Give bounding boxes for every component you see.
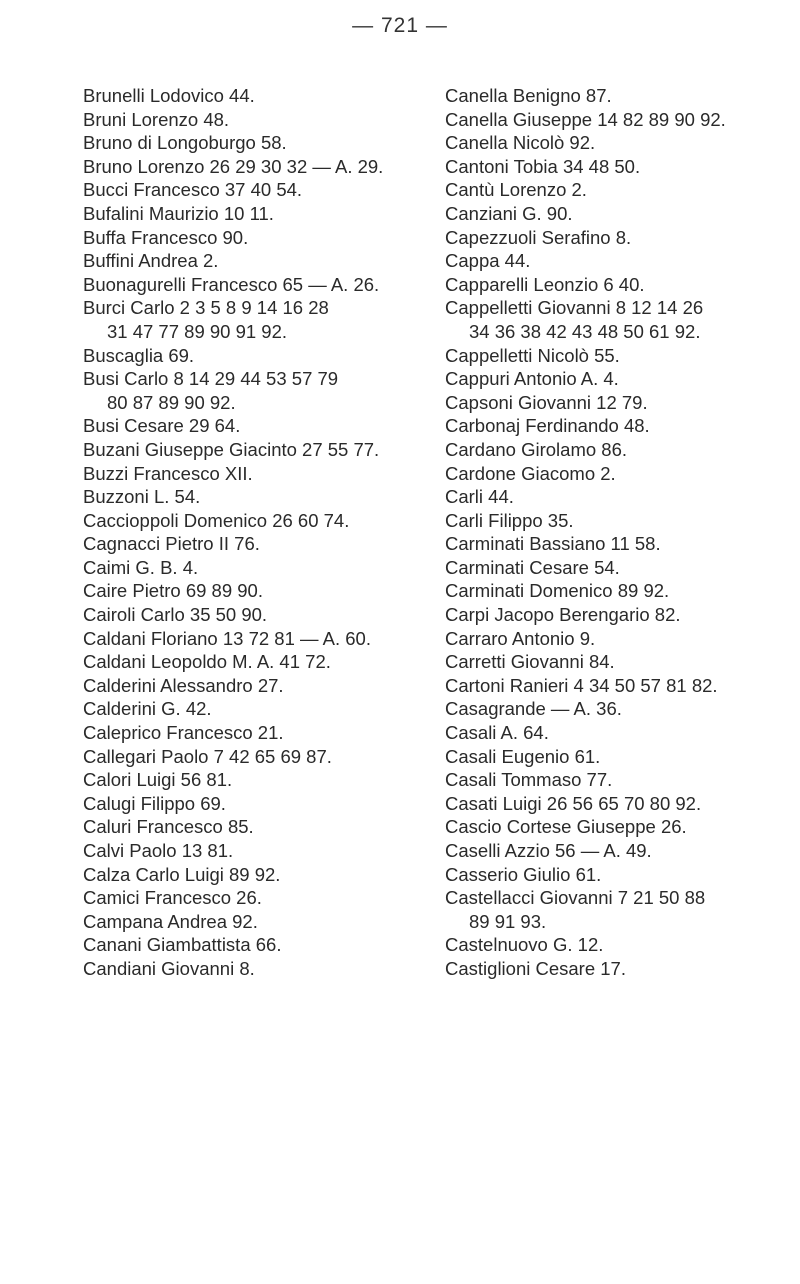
index-entry — [83, 485, 413, 509]
entry-text: Cappelletti Giovanni 8 12 14 26 — [445, 297, 704, 319]
index-entry — [83, 84, 413, 108]
index-entry — [445, 155, 790, 179]
entry-text: Bruni Lorenzo 48. — [83, 108, 230, 130]
index-entry — [83, 674, 413, 698]
index-entry — [445, 721, 790, 745]
index-entry — [83, 910, 413, 934]
index-entry — [445, 886, 790, 933]
index-entry — [83, 579, 413, 603]
index-entry — [445, 957, 790, 981]
entry-text: Cagnacci Pietro II 76. — [83, 533, 260, 555]
entry-text: Calvi Paolo 13 81. — [83, 840, 234, 861]
index-entry — [445, 414, 790, 438]
index-entry — [83, 414, 413, 438]
entry-text: Caire Pietro 69 89 90. — [83, 580, 263, 602]
index-entry — [83, 367, 413, 414]
index-entry — [445, 296, 790, 343]
index-entry — [445, 697, 790, 721]
index-entry — [445, 249, 790, 273]
entry-text: Canella Nicolò 92. — [445, 132, 596, 154]
entry-text: Cantoni Tobia 34 48 50. — [445, 155, 641, 177]
entry-text: Cardano Girolamo 86. — [445, 438, 628, 460]
index-entry — [83, 344, 413, 368]
index-entry — [445, 202, 790, 226]
index-entry — [83, 155, 413, 179]
index-entry — [445, 603, 790, 627]
index-entry — [83, 721, 413, 745]
entry-text: Caleprico Francesco 21. — [83, 722, 284, 744]
entry-text: Carminati Domenico 89 92. — [445, 580, 670, 602]
entry-text: Calori Luigi 56 81. — [83, 769, 233, 791]
index-entry — [83, 815, 413, 839]
index-entry — [445, 438, 790, 462]
entry-text: Caselli Azzio 56 — A. 49. — [445, 840, 652, 861]
page-number: — 721 — — [352, 14, 448, 37]
entry-text: Candiani Giovanni 8. — [83, 957, 255, 979]
index-entry — [83, 178, 413, 202]
index-entry — [83, 273, 413, 297]
entry-continuation: 89 91 93. — [469, 910, 547, 932]
entry-text: Casali Tommaso 77. — [445, 769, 613, 791]
entry-text: Bufalini Maurizio 10 11. — [83, 202, 274, 224]
index-entry — [445, 84, 790, 108]
entry-text: Cascio Cortese Giuseppe 26. — [445, 816, 687, 838]
entry-text: Casali Eugenio 61. — [445, 745, 601, 767]
index-entry — [83, 650, 413, 674]
index-entry — [83, 462, 413, 486]
index-entry — [83, 249, 413, 273]
entry-text: Carminati Cesare 54. — [445, 556, 620, 578]
entry-continuation: 34 36 38 42 43 48 50 61 92. — [469, 320, 701, 342]
entry-text: Caccioppoli Domenico 26 60 74. — [83, 509, 350, 531]
entry-text: Caldani Leopoldo M. A. 41 72. — [83, 651, 331, 673]
index-entry — [83, 296, 413, 343]
entry-text: Carpi Jacopo Berengario 82. — [445, 604, 681, 626]
entry-text: Bruno Lorenzo 26 29 30 32 — A. 29. — [83, 155, 384, 177]
entry-text: Buzzi Francesco XII. — [83, 462, 253, 484]
index-entry — [83, 226, 413, 250]
index-entry — [83, 839, 413, 863]
index-entry — [445, 178, 790, 202]
index-entry — [445, 532, 790, 556]
entry-text: Carraro Antonio 9. — [445, 627, 596, 649]
index-entry — [445, 815, 790, 839]
entry-text: Buzzoni L. 54. — [83, 486, 201, 508]
index-column-right — [445, 84, 790, 981]
entry-text: Callegari Paolo 7 42 65 69 87. — [83, 745, 332, 767]
entry-text: Buonagurelli Francesco 65 — A. 26. — [83, 273, 380, 295]
entry-text: Cartoni Ranieri 4 34 50 57 81 82. — [445, 674, 718, 696]
entry-text: Cappelletti Nicolò 55. — [445, 344, 620, 366]
index-entry — [445, 108, 790, 132]
index-entry — [445, 131, 790, 155]
entry-text: Castellacci Giovanni 7 21 50 88 — [445, 887, 706, 909]
entry-text: Busi Cesare 29 64. — [83, 415, 241, 437]
entry-text: Casagrande — A. 36. — [445, 698, 622, 720]
entry-text: Calderini Alessandro 27. — [83, 674, 284, 696]
entry-text: Carbonaj Ferdinando 48. — [445, 415, 650, 437]
entry-text: Carretti Giovanni 84. — [445, 651, 615, 673]
index-entry — [445, 839, 790, 863]
index-entry — [83, 532, 413, 556]
entry-text: Calderini G. 42. — [83, 698, 212, 720]
index-entry — [83, 509, 413, 533]
index-entry — [445, 768, 790, 792]
index-entry — [445, 650, 790, 674]
index-entry — [445, 674, 790, 698]
entry-continuation: 80 87 89 90 92. — [107, 391, 236, 413]
entry-text: Buffa Francesco 90. — [83, 226, 249, 248]
index-entry — [83, 697, 413, 721]
entry-text: Cappa 44. — [445, 250, 531, 272]
index-entry — [445, 627, 790, 651]
entry-text: Buffini Andrea 2. — [83, 250, 219, 272]
entry-text: Cardone Giacomo 2. — [445, 462, 616, 484]
entry-text: Caimi G. B. 4. — [83, 556, 199, 578]
entry-text: Buscaglia 69. — [83, 344, 195, 366]
entry-text: Capparelli Leonzio 6 40. — [445, 273, 645, 295]
entry-text: Casati Luigi 26 56 65 70 80 92. — [445, 792, 702, 814]
index-entry — [445, 344, 790, 368]
entry-text: Caldani Floriano 13 72 81 — A. 60. — [83, 627, 371, 649]
entry-text: Canella Benigno 87. — [445, 85, 612, 106]
index-entry — [445, 579, 790, 603]
index-entry — [83, 957, 413, 981]
index-entry — [445, 462, 790, 486]
entry-text: Bucci Francesco 37 40 54. — [83, 179, 303, 201]
index-entry — [445, 509, 790, 533]
entry-text: Cantù Lorenzo 2. — [445, 179, 587, 201]
entry-text: Carli 44. — [445, 486, 514, 508]
entry-text: Bruno di Longoburgo 58. — [83, 132, 287, 154]
index-entry — [445, 745, 790, 769]
entry-continuation: 31 47 77 89 90 91 92. — [107, 320, 288, 342]
index-entry — [83, 202, 413, 226]
index-entry — [83, 933, 413, 957]
entry-text: Casali A. 64. — [445, 722, 549, 744]
index-entry — [445, 273, 790, 297]
index-entry — [83, 438, 413, 462]
index-entry — [83, 131, 413, 155]
index-column-left — [83, 84, 413, 981]
entry-text: Castiglioni Cesare 17. — [445, 957, 626, 979]
entry-text: Capsoni Giovanni 12 79. — [445, 391, 648, 413]
index-entry — [83, 792, 413, 816]
entry-text: Camici Francesco 26. — [83, 887, 262, 909]
entry-text: Canziani G. 90. — [445, 202, 573, 224]
entry-text: Canani Giambattista 66. — [83, 934, 282, 956]
entry-text: Busi Carlo 8 14 29 44 53 57 79 — [83, 368, 339, 390]
index-entry — [445, 933, 790, 957]
entry-text: Brunelli Lodovico 44. — [83, 85, 255, 106]
index-entry — [445, 391, 790, 415]
index-entry — [83, 603, 413, 627]
index-entry — [83, 108, 413, 132]
entry-text: Cairoli Carlo 35 50 90. — [83, 604, 268, 626]
entry-text: Carminati Bassiano 11 58. — [445, 533, 661, 555]
entry-text: Cappuri Antonio A. 4. — [445, 368, 619, 390]
entry-text: Campana Andrea 92. — [83, 910, 258, 932]
entry-text: Castelnuovo G. 12. — [445, 934, 604, 956]
index-entry — [445, 556, 790, 580]
entry-text: Carli Filippo 35. — [445, 509, 574, 531]
entry-text: Caluri Francesco 85. — [83, 816, 254, 838]
entry-text: Buzani Giuseppe Giacinto 27 55 77. — [83, 438, 380, 460]
index-entry — [445, 226, 790, 250]
index-entry — [83, 863, 413, 887]
index-entry — [83, 768, 413, 792]
index-entry — [83, 627, 413, 651]
entry-text: Casserio Giulio 61. — [445, 863, 602, 885]
index-entry — [445, 367, 790, 391]
index-entry — [445, 863, 790, 887]
index-entry — [445, 485, 790, 509]
entry-text: Burci Carlo 2 3 5 8 9 14 16 28 — [83, 297, 329, 319]
entry-text: Calza Carlo Luigi 89 92. — [83, 863, 281, 885]
index-entry — [445, 792, 790, 816]
index-entry — [83, 886, 413, 910]
entry-text: Calugi Filippo 69. — [83, 792, 226, 814]
index-entry — [83, 556, 413, 580]
entry-text: Capezzuoli Serafino 8. — [445, 226, 632, 248]
entry-text: Canella Giuseppe 14 82 89 90 92. — [445, 108, 726, 130]
index-entry — [83, 745, 413, 769]
